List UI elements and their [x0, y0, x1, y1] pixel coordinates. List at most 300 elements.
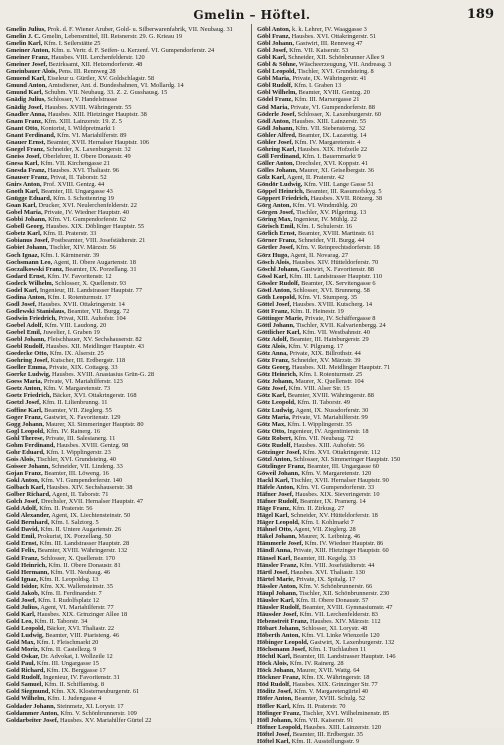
directory-entry [257, 639, 499, 646]
entry-name: Görg Anton, [257, 202, 292, 210]
directory-entry [257, 385, 499, 392]
entry-details: Kfm. III. Landstrasser Hauptstr. 28 [39, 540, 130, 548]
entry-name: Godina Anton, [6, 293, 47, 301]
entry-details: Hausbes. XII. Meidlinger Hauptstr. 43 [45, 343, 145, 351]
directory-entry [6, 230, 248, 237]
entry-details: Kfm. I. Wipplingerstr. 23 [46, 448, 111, 456]
entry-name: Hähnel Otto, [257, 526, 293, 534]
entry-name: Goehring Josef, [6, 357, 49, 365]
directory-entry [257, 259, 499, 266]
entry-name: Göttlicher Karl, [257, 329, 301, 337]
entry-name: Gobianus Josef, [6, 237, 50, 245]
entry-details: Beamter, III. Erdbergstr. 35 [292, 730, 363, 738]
entry-details: Kfm. V. Schönbrunnerstr. 109 [60, 709, 137, 717]
entry-details: Kfm. VIII. Josefstädterstr. 44 [299, 561, 375, 569]
directory-entry [257, 371, 499, 378]
entry-details: Kfm. II. Lilienbrunng. 11 [42, 399, 108, 407]
entry-name: Häussler Josef, [257, 610, 299, 618]
directory-entry [6, 547, 248, 554]
entry-details: Beamter, III. Ungargasse 60 [307, 462, 379, 470]
directory-entry [6, 604, 248, 611]
entry-details: Kfm. II. Praterstr. 33 [43, 230, 97, 238]
entry-details: Agent, VII. Zieglerg. 28 [293, 526, 356, 534]
directory-entry [257, 695, 499, 702]
entry-name: Hämmerle Josef, [257, 540, 304, 548]
directory-entry [257, 343, 499, 350]
entry-details: Kfm. I. Kohlmarkt 7 [301, 519, 354, 527]
entry-name: Höftel Karl, [257, 737, 291, 745]
entry-details: Private, IV. Schäffergasse 8 [305, 314, 376, 322]
directory-entry [6, 681, 248, 688]
directory-entry [257, 47, 499, 54]
directory-entry [257, 562, 499, 569]
directory-entry [257, 703, 499, 710]
entry-name: Häfner Rudolf, [257, 498, 299, 506]
directory-entry [257, 547, 499, 554]
directory-entry [6, 414, 248, 421]
entry-details: Steinmetz, XI. Lorystr. 17 [56, 702, 124, 710]
entry-details: Beamter, III. Kegelg. 33 [293, 554, 356, 562]
directory-entry [257, 223, 499, 230]
entry-name: Häfele Anton, [257, 484, 295, 492]
entry-name: Gold Jakob, [6, 589, 40, 597]
entry-details: Ingenieur, IV. Argentinierstr. 18 [287, 427, 369, 435]
entry-name: Häusler Rudolf, [257, 603, 301, 611]
entry-details: Tischler, XVI. Grundsteing. 40 [36, 455, 116, 463]
entry-details: Hausbes. XVII. Rötzerg. 38 [310, 195, 383, 203]
entry-name: Gold Wilhelm, [6, 695, 46, 703]
directory-entry [257, 414, 499, 421]
entry-name: Händl Anna, [257, 547, 292, 555]
directory-entry [6, 456, 248, 463]
entry-name: Gössler Rudolf, [257, 279, 300, 287]
entry-details: Kfm. I. Schottenring 19 [53, 195, 114, 203]
entry-details: Drucker, XVI. Neulerchenfelderstr. 22 [38, 202, 137, 210]
entry-details: Kfm. I. Bauernmarkt 9 [302, 152, 361, 160]
entry-name: Gött Franz, [257, 307, 289, 315]
directory-entry [6, 512, 248, 519]
entry-details: Kfm. VII. Kaiserstr. 53 [289, 47, 349, 55]
entry-name: Götz Josef, [257, 385, 288, 393]
entry-details: Kfm. II. Praterstr. 70 [292, 702, 346, 710]
entry-details: Hausbes. XVI. Ottakringerstr. 51 [291, 33, 377, 41]
entry-details: Schneider, XV. Märzstr. 39 [291, 357, 361, 365]
directory-entry [257, 449, 499, 456]
directory-entry [257, 533, 499, 540]
entry-details: Kfm. II. Schiffamtsg. 8 [44, 681, 105, 689]
entry-name: Gnauser Franz, [6, 173, 49, 181]
directory-entry [257, 674, 499, 681]
entry-name: Höfler Karl, [257, 702, 291, 710]
directory-entry [257, 364, 499, 371]
directory-entry [6, 625, 248, 632]
entry-name: Gödl Johann, [257, 124, 294, 132]
directory-entry [6, 491, 248, 498]
directory-entry [257, 724, 499, 731]
entry-details: Kfm. V. Pilgramg. 17 [288, 343, 344, 351]
directory-entry [257, 280, 499, 287]
directory-entry [6, 371, 248, 378]
directory-entry [6, 26, 248, 33]
entry-name: Gmeinbauer Alois, [6, 68, 58, 76]
directory-entry [6, 315, 248, 322]
entry-name: Gochsmann Leo, [6, 258, 53, 266]
directory-entry [257, 202, 499, 209]
entry-details: Kfm. I. Schulerstr. 16 [296, 223, 352, 231]
entry-details: Private, VI. Gumpendorferstr. 88 [290, 103, 375, 111]
directory-entry [257, 301, 499, 308]
entry-name: Goebl Johann, [6, 336, 46, 344]
entry-details: Postbeamter, VIII. Josefstädterstr. 21 [50, 237, 146, 245]
entry-name: Gmelin Karl, [6, 40, 43, 48]
entry-name: Häfner Josef, [257, 491, 294, 499]
entry-name: Gobiet Johann, [6, 244, 48, 252]
entry-details: Kfm. u. Vertr. d. F. Seifen- u. Kerzenf. VI. Gumpendorferstr. 24 [51, 47, 215, 55]
entry-details: Bäcker, XVI. Thaliastr. 22 [46, 624, 115, 632]
directory-entry [6, 385, 248, 392]
entry-details: Kfm. II. Zirkusg. 27 [292, 505, 345, 513]
directory-entry [6, 294, 248, 301]
entry-name: Godel Karl, [6, 286, 39, 294]
entry-details: Hausbes. XVIII. Kutscherg. 14 [292, 300, 373, 308]
entry-details: Beamter, III. Rasumofskyg. 5 [305, 188, 382, 196]
page-header [0, 6, 504, 24]
directory-entry [257, 491, 499, 498]
entry-name: Höfner Leopold, [257, 723, 302, 731]
directory-entry [6, 597, 248, 604]
directory-entry [257, 308, 499, 315]
entry-name: Gokl Anton, [6, 477, 40, 484]
directory-entry [257, 230, 499, 237]
directory-entry [6, 562, 248, 569]
directory-entry [257, 632, 499, 639]
entry-details: Schlosser, XI. Simmeringer Hauptstr. 150 [293, 455, 401, 463]
entry-name: Göbl & Söhne, [257, 61, 298, 69]
entry-name: Göring Max, [257, 216, 293, 224]
directory-entry [6, 280, 248, 287]
entry-details: Kfm. XX. Wallensteinstr. 35 [40, 582, 113, 590]
directory-entry [6, 54, 248, 61]
entry-details: Beamter, III. Ungargasse 43 [41, 188, 113, 196]
entry-name: Gold Ernst, [6, 540, 38, 548]
entry-name: Göppel Heinrich, [257, 188, 305, 196]
directory-entry [6, 47, 248, 54]
entry-details: Prok. d. F. Wiener Aruber, Gold- u. Silberwarenfabrik, VII. Neubaug. 31 [47, 26, 233, 33]
entry-name: Häkel Johann, [257, 533, 297, 541]
directory-entry [257, 540, 499, 547]
entry-details: Kfm. II. Untere Augartenstr. 26 [40, 526, 122, 534]
entry-details: Ingenieur, III. Landstrasser Hauptstr. 77 [39, 286, 143, 294]
entry-details: Kfm. IV. Margaretenstr. 4 [294, 138, 361, 146]
entry-details: Kfm. IX. Berggasse 17 [46, 667, 106, 675]
directory-entry [257, 456, 499, 463]
entry-details: Agent, IX. Liechtensteinstr. 50 [51, 512, 131, 520]
directory-entry [6, 336, 248, 343]
entry-details: Kfm. I. Graben 13 [294, 82, 342, 90]
entry-name: Götz Franz, [257, 357, 290, 365]
entry-details: Kfm. II. Leopoldsg. 13 [39, 575, 99, 583]
entry-name: Göhler Josef, [257, 138, 294, 146]
entry-name: Höbart Johann, [257, 624, 301, 632]
entry-details: Kfm. V. Margaretenstr. 120 [301, 469, 372, 477]
entry-details: Kfm. VI. Linke Wienzeile 120 [301, 632, 380, 640]
directory-entry [6, 89, 248, 96]
entry-details: Tischler, XVII. Kalvarienbergg. 24 [296, 321, 386, 329]
entry-details: Tischler, XVI. Wilhelminenstr. 85 [302, 709, 390, 717]
entry-name: Gnauer Ernst, [6, 138, 46, 146]
entry-name: Gmund Anton, [6, 82, 47, 90]
directory-entry [6, 139, 248, 146]
entry-details: Kfm. II. Obere Donaustr. 57 [296, 596, 369, 604]
entry-details: Amtsdiener, Ant. d. Bundesbahnen, VI. Mollardg. 14 [48, 82, 184, 90]
directory-entry [257, 54, 499, 61]
directory-entry [257, 604, 499, 611]
directory-entry [6, 75, 248, 82]
directory-entry [257, 731, 499, 738]
directory-entry [257, 576, 499, 583]
entry-details: Hausbes. XIX. Sieveringerstr. 10 [295, 491, 380, 499]
entry-name: Goldarbeiter Josef, [6, 716, 59, 724]
directory-entry [6, 181, 248, 188]
left-column [6, 26, 248, 726]
entry-details: Kfm. I. Seilerstätte 25 [43, 40, 101, 48]
entry-details: Kfm. XIII. Lainzerstr. 19. Z. 5 [44, 117, 122, 125]
entry-details: Hausbes. XV. Mariahilfer Gürtel 22 [60, 716, 152, 724]
entry-name: Hässler Anton, [257, 582, 298, 590]
directory-entry [257, 498, 499, 505]
entry-name: Goebl Rudolf, [6, 343, 45, 351]
directory-entry [6, 146, 248, 153]
entry-details: Hausbes. XVIII. Anastasius Grün-G. 28 [52, 371, 155, 379]
entry-name: Göbl Anton, [257, 26, 291, 33]
directory-entry [257, 216, 499, 223]
directory-entry [257, 266, 499, 273]
directory-entry [6, 442, 248, 449]
entry-name: Göhring Karl, [257, 145, 297, 153]
entry-details: Gastwirt, X. Laxenburgerstr. 132 [309, 639, 395, 647]
entry-name: Gold Samuel, [6, 681, 43, 689]
entry-name: Göbl Karl, [257, 54, 287, 62]
entry-details: Kfm. I. Salztorg. 5 [50, 519, 99, 527]
entry-name: Gold Max, [6, 639, 36, 647]
entry-details: Bäcker, XVI. Ottakringerstr. 168 [52, 392, 137, 400]
entry-details: Beamter, IX. Porzellang. 31 [65, 265, 137, 273]
directory-entry [6, 505, 248, 512]
entry-details: Hausbes. XIV. Märzstr. 112 [309, 617, 381, 625]
entry-details: Kfm. VII. Kaiserstr. 91 [294, 716, 354, 724]
entry-details: Agent, II. Praterstr. 42 [287, 173, 345, 181]
directory-entry [6, 167, 248, 174]
entry-name: Goetz Friedrich, [6, 392, 52, 400]
entry-name: Göndör Ludwig, [257, 181, 303, 189]
entry-name: Göller Anton, [257, 159, 295, 167]
entry-details: Kfm. I. Rudolfsplatz 12 [38, 596, 100, 604]
directory-entry [257, 111, 499, 118]
directory-entry [257, 646, 499, 653]
directory-entry [6, 202, 248, 209]
directory-entry [257, 104, 499, 111]
directory-entry [6, 392, 248, 399]
entry-details: Maurer, XI. Geiselbergstr. 36 [299, 166, 374, 174]
directory-entry [6, 428, 248, 435]
entry-details: Kfm. VII. Lerchenfelderstr. 83 [299, 610, 379, 618]
entry-details: Kfm. VI. Gumpendorferstr. 140 [41, 477, 123, 484]
entry-name: Gmelin J. C. [6, 33, 41, 41]
entry-name: Göttel Josef, [257, 300, 292, 308]
directory-entry [6, 484, 248, 491]
directory-entry [257, 590, 499, 597]
directory-entry [257, 82, 499, 89]
entry-details: Private, IX. Währingerstr. 41 [292, 75, 367, 83]
entry-details: Agent, II. Obere Augartenstr. 18 [53, 258, 136, 266]
entry-name: Gold Karl, [6, 610, 36, 618]
directory-entry [257, 61, 499, 68]
directory-entry [6, 618, 248, 625]
directory-entry [6, 407, 248, 414]
entry-details: Private, VI. Mariahilferstr. 123 [43, 378, 123, 386]
directory-entry [257, 209, 499, 216]
entry-name: Gojan Franz, [6, 469, 43, 477]
entry-details: Juwelier, I. Graben 19 [43, 329, 100, 337]
entry-name: Gohm Ferdinand, [6, 441, 56, 449]
directory-entry [6, 463, 248, 470]
entry-name: Gmeiner Franz, [6, 54, 50, 62]
directory-entry [257, 555, 499, 562]
entry-details: Private, IX. Spitalg. 17 [296, 575, 356, 583]
directory-entry [6, 252, 248, 259]
entry-name: Höfinger Franz, [257, 709, 301, 717]
entry-name: Göd Maria, [257, 103, 289, 111]
entry-details: Maurer, X. Quellenstr. 104 [295, 378, 364, 386]
directory-entry [257, 244, 499, 251]
entry-name: Götz Otto, [257, 427, 286, 435]
entry-details: Kfm. VI. Gumpendorferstr. 33 [296, 484, 375, 492]
entry-name: Gnadler Anna, [6, 110, 47, 118]
entry-name: Gold Josef, [6, 596, 37, 604]
entry-name: Gold Ignaz, [6, 575, 38, 583]
entry-name: Gold Alexander, [6, 512, 51, 520]
directory-entry [6, 703, 248, 710]
directory-entry [6, 104, 248, 111]
entry-details: Kfm. I. Tuchlauben 11 [308, 646, 367, 654]
directory-entry [257, 484, 499, 491]
directory-entry [6, 583, 248, 590]
directory-entry [6, 329, 248, 336]
entry-details: Kfm. IX. Währingerstr. 18 [301, 674, 370, 682]
entry-details: Kfm. III. Marxergasse 21 [294, 96, 360, 104]
entry-name: Gold Hermann, [6, 568, 49, 576]
entry-details: Gastwirt, III. Rennweg 47 [295, 40, 363, 48]
entry-name: Hägel Karl, [257, 512, 289, 520]
entry-name: Goedecke Otto, [6, 350, 49, 358]
entry-details: Maurer, XVII. Wattg. 64 [296, 667, 360, 675]
entry-name: Gold Ludwig, [6, 632, 44, 640]
entry-details: Kfm. XVI. Ottakringerstr. 112 [302, 448, 381, 456]
directory-entry [6, 244, 248, 251]
entry-details: Kfm. II. Ferdinandstr. 7 [41, 589, 102, 597]
entry-name: Godl Josef, [6, 300, 37, 308]
entry-details: Wäscheerzeugung, VII. Andreasg. 3 [298, 61, 392, 69]
entry-details: Kfm. VI. Windmühlg. 20 [292, 202, 358, 210]
directory-entry [6, 449, 248, 456]
entry-name: Görlich Ernst, [257, 230, 297, 238]
entry-name: Götzl Anton, [257, 455, 292, 463]
entry-details: Private, III. Salesianerg. 11 [45, 434, 116, 442]
directory-entry [257, 350, 499, 357]
directory-entry [6, 132, 248, 139]
entry-details: Hausbes. XIV. Hütteldorferstr. 70 [292, 258, 379, 266]
directory-entry [6, 477, 248, 484]
entry-details: Tischler, XVII. Hernalser Hauptstr. 90 [290, 477, 389, 484]
entry-details: Hausbes. XIII. Lainzerstr. 120 [303, 723, 381, 731]
entry-name: Göweil Johann, [257, 469, 300, 477]
entry-name: Hebenstreit Franz, [257, 617, 309, 625]
entry-name: Godeck Wilhelm, [6, 279, 54, 287]
running-head: Gmelin – Höftel. [193, 8, 311, 22]
entry-name: Höfl Johann, [257, 716, 293, 724]
entry-name: Gnügge Eduard, [6, 195, 52, 203]
directory-entry [6, 646, 248, 653]
entry-name: Götz Johann, [257, 378, 294, 386]
entry-name: Gold David, [6, 526, 40, 534]
directory-entry [6, 322, 248, 329]
directory-entry [257, 96, 499, 103]
directory-entry [257, 40, 499, 47]
entry-name: Häusler Karl, [257, 596, 295, 604]
entry-name: Gnädig Julius, [6, 96, 46, 104]
entry-details: Beamter, XVIII. Gentzg. 20 [298, 89, 370, 97]
entry-name: Gold Moriz, [6, 646, 40, 654]
entry-name: Höfer Anton, [257, 695, 293, 703]
entry-details: Kfm. I. Rotenturmstr. 17 [47, 293, 111, 301]
entry-name: Gnoth Karl, [6, 188, 40, 196]
directory-entry [6, 350, 248, 357]
entry-name: Golch Josef, [6, 498, 40, 506]
entry-details: Gastwirt, X. Favoritenstr. 88 [300, 265, 375, 273]
entry-details: Kfm. III. Landstrasser Hauptstr. 110 [289, 272, 383, 280]
directory-entry [6, 61, 248, 68]
entry-name: Gnädig Josef, [6, 103, 44, 111]
entry-name: Gödel Franz, [257, 96, 293, 104]
entry-name: Görisch Emil, [257, 223, 295, 231]
entry-details: Schuhm. VII. Neubaug. 33. Z. 2. Gusshausg. 15 [44, 89, 168, 97]
entry-name: Gold Leopold, [6, 624, 46, 632]
entry-details: Tischler, XII. Schönbrunnerstr. 230 [298, 589, 390, 597]
entry-name: Gold Julius, [6, 603, 40, 611]
entry-details: Tischler, XV. Pilgerimg. 13 [296, 209, 367, 217]
entry-name: Gödl Anton, [257, 117, 291, 125]
entry-name: Görgen Josef, [257, 209, 295, 217]
directory-entry [257, 146, 499, 153]
directory-entry [257, 378, 499, 385]
right-column [257, 26, 499, 745]
directory-entry [6, 125, 248, 132]
entry-name: Goisser Johann, [6, 462, 50, 470]
entry-name: Gnegel Franz, [6, 145, 45, 153]
entry-details: Agent, IX. Nussdorferstr. 30 [295, 406, 369, 414]
entry-name: Goczalkowski Franz, [6, 265, 64, 273]
entry-name: Göttl Johann, [257, 321, 295, 329]
directory-entry [6, 188, 248, 195]
entry-name: Godwin Friedrich, [6, 314, 57, 322]
entry-name: Götz Heinrich, [257, 371, 298, 379]
entry-name: Göschl Johann, [257, 265, 300, 273]
entry-details: Kontorist, I. Wildpretmarkt 1 [40, 124, 116, 132]
directory-entry [257, 322, 499, 329]
entry-details: Beamter, XVIII. Schulg. 52 [294, 695, 366, 703]
entry-name: Hackl Karl, [257, 477, 290, 484]
entry-details: Privat, II. Taborstr. 52 [50, 173, 107, 181]
